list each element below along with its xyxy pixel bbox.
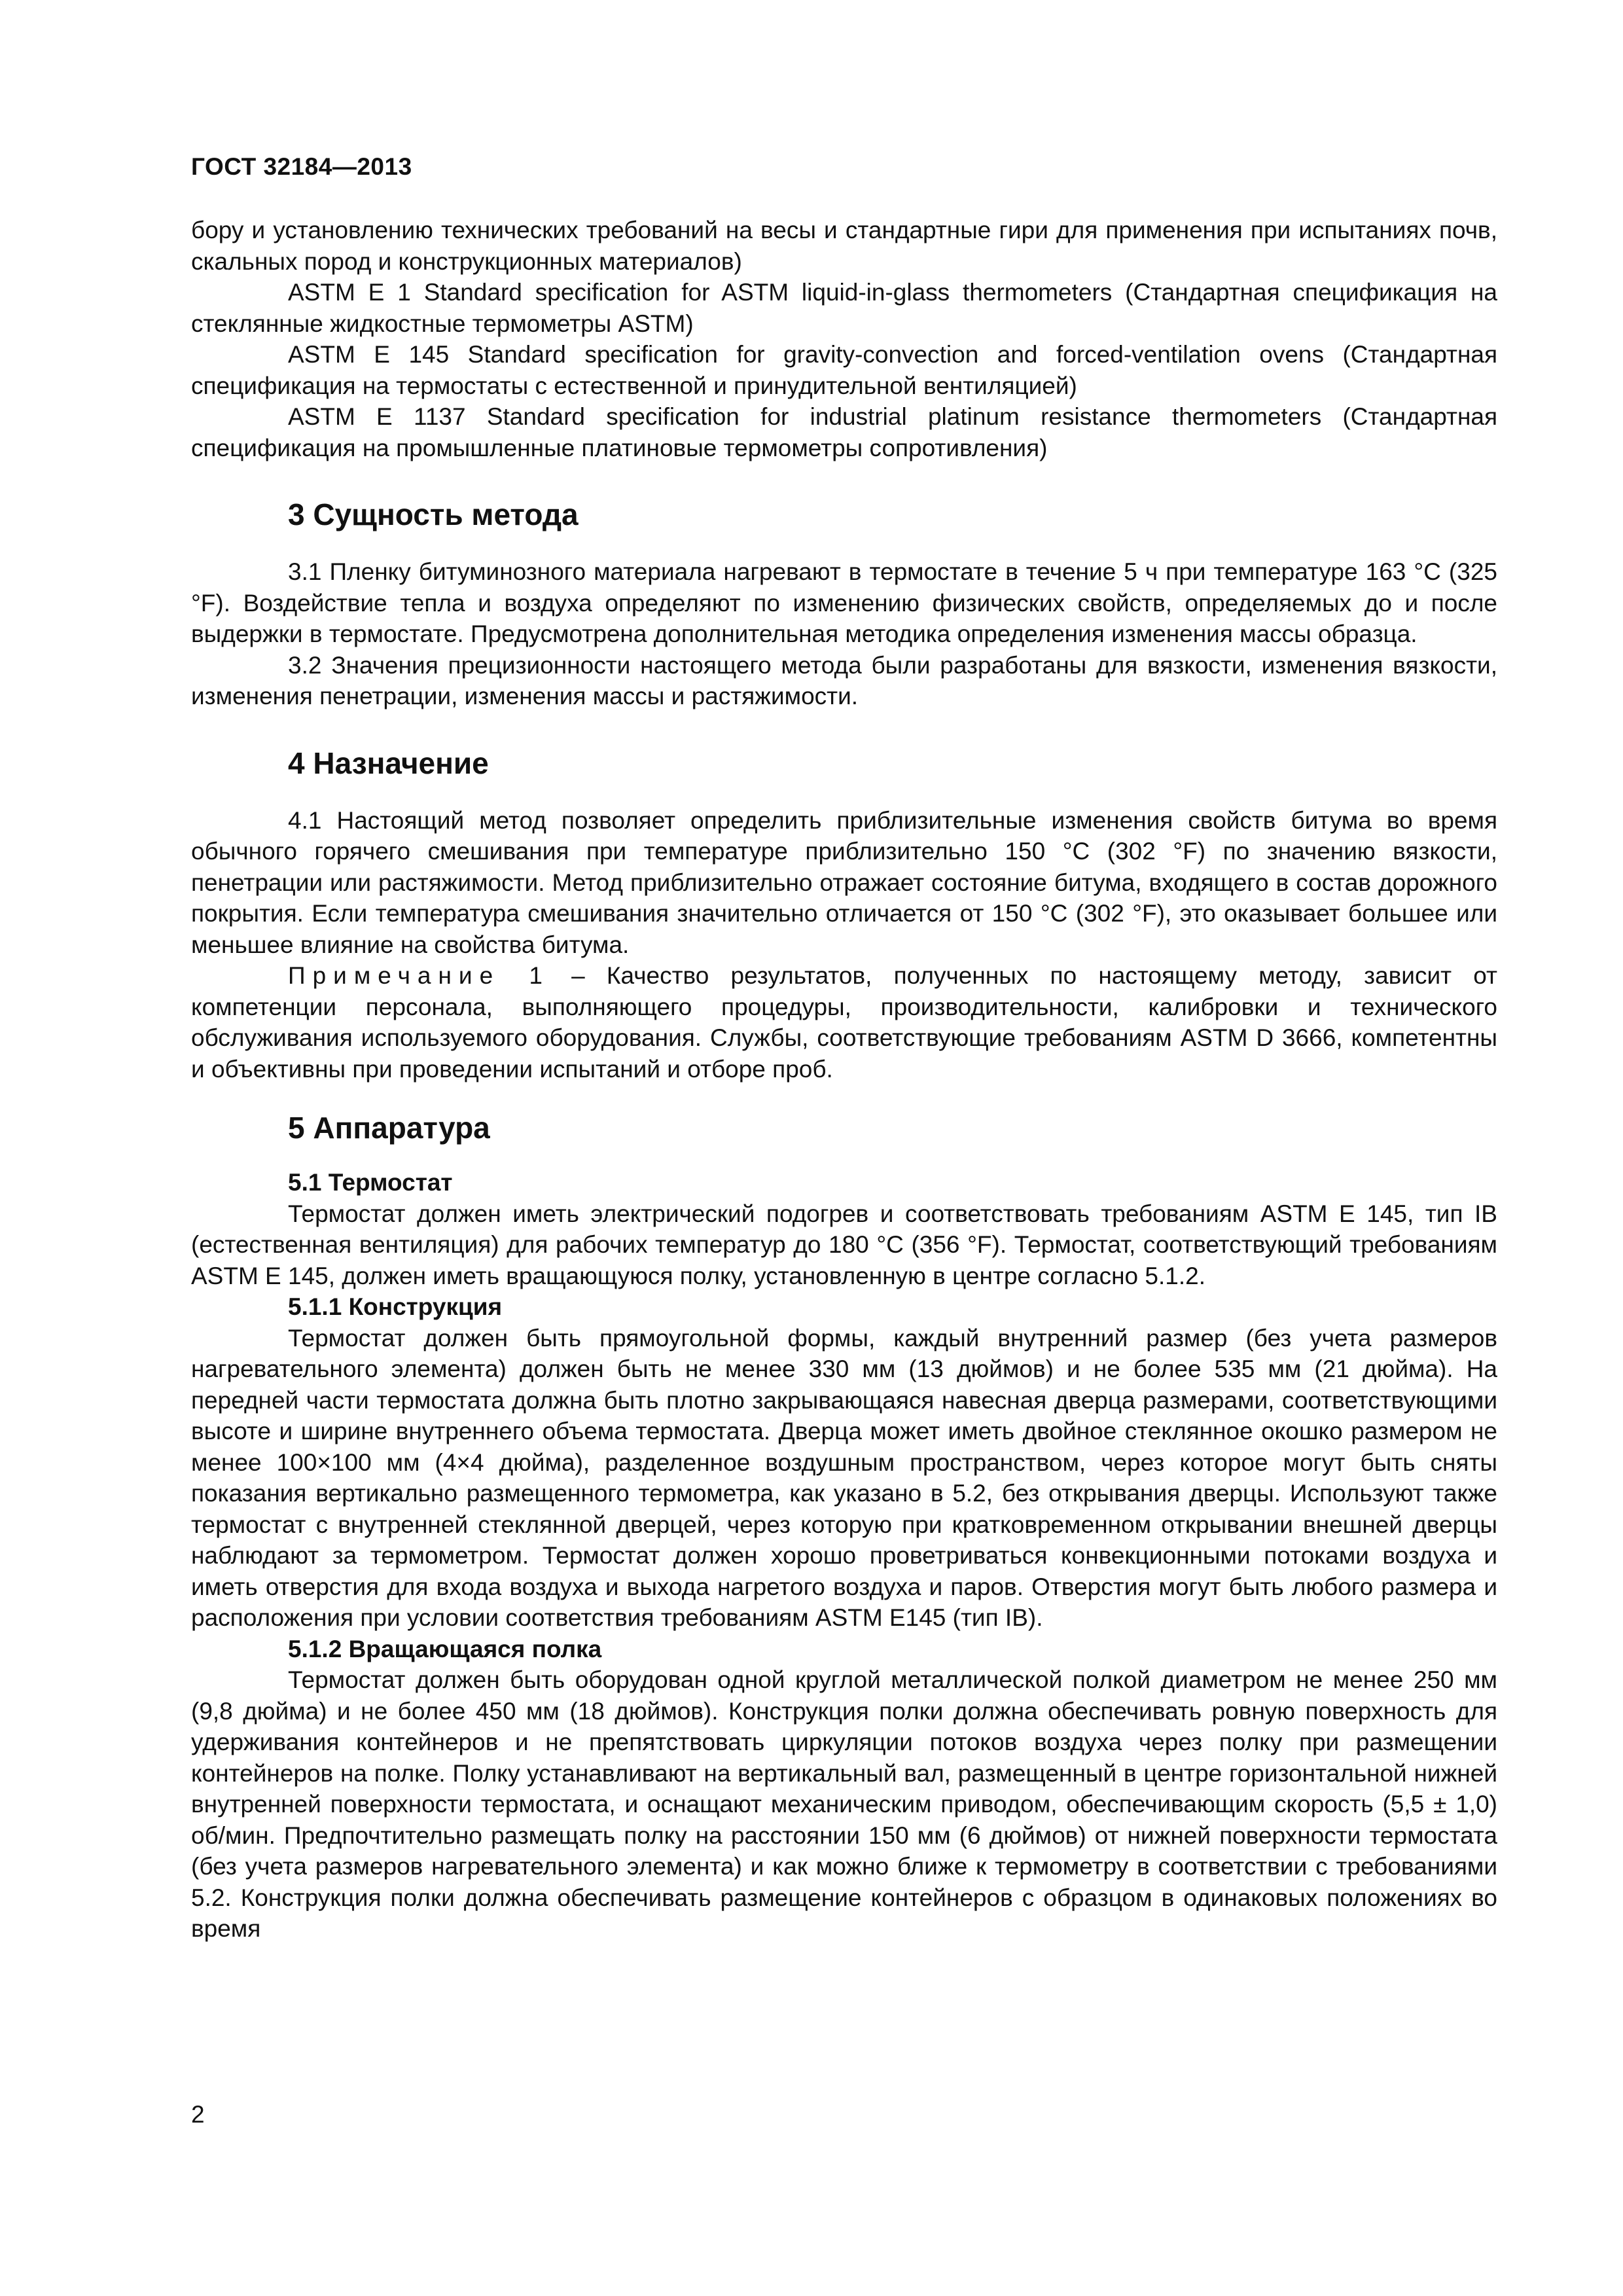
- reference-astm-e1: ASTM E 1 Standard specification for ASTM liquid-in-glass thermometers (Стандартная спецификация на стеклянные жидкостные термометры ASTM): [191, 279, 1497, 337]
- page-number: 2: [191, 2101, 205, 2128]
- reference-continuation: бору и установлению технических требований на весы и стандартные гири для применения при испытаниях почв, скальных пород и конструкционных материалов): [191, 217, 1497, 275]
- section-3-2-paragraph: 3.2 Значения прецизионности настоящего метода были разработаны для вязкости, изменения вязкости, изменения пенетрации, изменения массы и растяжимости.: [191, 651, 1497, 709]
- section-5-1-1-title: 5.1.1 Конструкция: [288, 1293, 503, 1320]
- section-4-heading: 4 Назначение: [288, 745, 489, 780]
- note-label: Примечание 1: [288, 962, 550, 989]
- note-text: – Качество результатов, полученных по настоящему методу, зависит от компетенции персонала, выполняющего процедуры, производительности, калибровки и технического обслуживания используемого оборудования. Службы, соответствующие требованиям ASTM D 3666, компетентны и объективны при проведении испытаний и отборе проб.: [191, 962, 1497, 1083]
- reference-astm-e145: ASTM E 145 Standard specification for gravity-convection and forced-ventilation ovens (Стандартная спецификация на термостаты с естественной и принудительной вентиляцией): [191, 341, 1497, 399]
- section-5-1-2-title: 5.1.2 Вращающаяся полка: [288, 1635, 602, 1662]
- section-5-1-paragraph: Термостат должен иметь электрический подогрев и соответствовать требованиям ASTM E 145, тип IB (естественная вентиляция) для рабочих температур до 180 °С (356 °F). Термостат, соответствующий требованиям ASTM E 145, должен иметь вращающуюся полку, установленную в центре согласно 5.1.2.: [191, 1200, 1497, 1289]
- section-5-1-1-paragraph: Термостат должен быть прямоугольной формы, каждый внутренний размер (без учета размеров нагревательного элемента) должен быть не менее 330 мм (13 дюймов) и не более 535 мм (21 дюйма). На передней части термостата должна быть плотно закрывающаяся навесная дверца размерами, соответствующими высоте и ширине внутреннего объема термостата. Дверца может иметь двойное стеклянное окошко размером не менее 100×100 мм (4×4 дюйма), разделенное воздушным пространством, через которое могут быть сняты показания вертикально размещенного термометра, как указано в 5.2, без открывания дверцы. Используют также термостат с внутренней стеклянной дверцей, через которую при кратковременном открывании внешней дверцы наблюдают за термометром. Термостат должен хорошо проветриваться конвекционными потоками воздуха и иметь отверстия для входа воздуха и выхода нагретого воздуха и паров. Отверстия могут быть любого размера и расположения при условии соответствия требованиям ASTM E145 (тип IB).: [191, 1324, 1497, 1631]
- section-3-1-paragraph: 3.1 Пленку битуминозного материала нагревают в термостате в течение 5 ч при температуре 163 °С (325 °F). Воздействие тепла и воздуха определяют по изменению физических свойств, определяемых до и после выдержки в термостате. Предусмотрена дополнительная методика определения изменения массы образца.: [191, 558, 1497, 647]
- section-3-heading: 3 Сущность метода: [288, 497, 579, 531]
- section-4-1-paragraph: 4.1 Настоящий метод позволяет определить приблизительные изменения свойств битума во время обычного горячего смешивания при температуре приблизительно 150 °С (302 °F) по значению вязкости, пенетрации или растяжимости. Метод приблизительно отражает состояние битума, входящего в состав дорожного покрытия. Если температура смешивания значительно отличается от 150 °С (302 °F), это оказывает большее или меньшее влияние на свойства битума.: [191, 806, 1497, 958]
- document-header-code: ГОСТ 32184—2013: [191, 153, 412, 180]
- note-1-paragraph: [191, 960, 1497, 1085]
- section-5-heading: 5 Аппаратура: [288, 1111, 490, 1145]
- reference-astm-e1137: ASTM E 1137 Standard specification for industrial platinum resistance thermometers (Стандартная спецификация на промышленные платиновые термометры сопротивления): [191, 403, 1497, 461]
- section-5-1-2-paragraph: Термостат должен быть оборудован одной круглой металлической полкой диаметром не менее 250 мм (9,8 дюйма) и не более 450 мм (18 дюймов). Конструкция полки должна обеспечивать ровную поверхность для удерживания контейнеров и не препятствовать циркуляции потоков воздуха через полку при размещении контейнеров на полке. Полку устанавливают на вертикальный вал, размещенный в центре горизонтальной нижней внутренней поверхности термостата, и оснащают механическим приводом, обеспечивающим скорость (5,5 ± 1,0) об/мин. Предпочтительно размещать полку на расстоянии 150 мм (6 дюймов) от нижней поверхности термостата (без учета размеров нагревательного элемента) и как можно ближе к термометру в соответствии с требованиями 5.2. Конструкция полки должна обеспечивать размещение контейнеров с образцом в одинаковых положениях во время: [191, 1666, 1497, 1942]
- document-body: [191, 215, 1497, 1945]
- section-5-1-title: 5.1 Термостат: [288, 1169, 453, 1196]
